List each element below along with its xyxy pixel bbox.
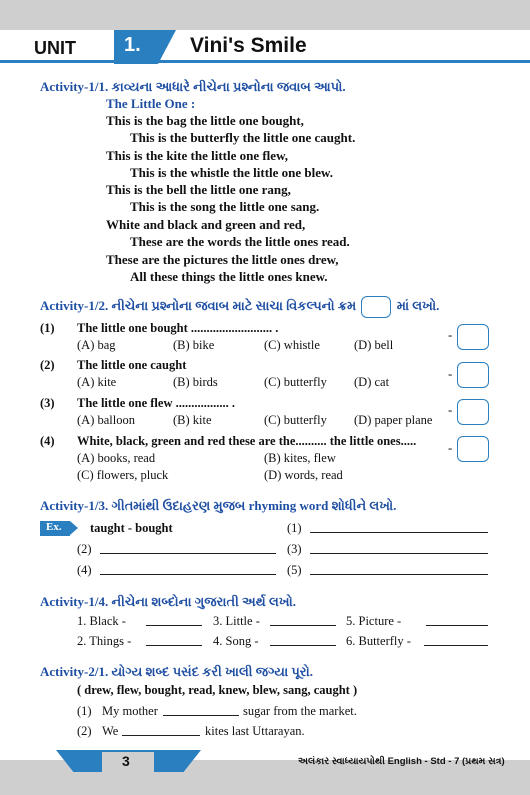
unit-label: UNIT [34, 38, 76, 58]
example-badge-label: Ex. [46, 521, 62, 533]
rhyme-label: (2) [77, 542, 92, 556]
activity-1-2-heading-pre: Activity-1/2. નીચેના પ્રશ્નોના જવાબ માટે સાચા વિકલ્પનો ક્રમ [40, 297, 357, 313]
answer-box[interactable] [457, 436, 489, 462]
rhyme-blank[interactable] [310, 574, 488, 575]
question-number: (1) [40, 321, 55, 335]
rhyme-blank[interactable] [100, 553, 276, 554]
meaning-word: 3. Little - [213, 614, 260, 628]
activity-1-3-heading: Activity-1/3. ગીતમાંથી ઉદાહરણ મુજબ rhyming word શોધીને લખો. [40, 498, 397, 513]
top-band [0, 0, 530, 30]
question-text: The little one bought .......................... . [77, 321, 279, 335]
answer-box[interactable] [457, 399, 489, 425]
poem-line: These are the pictures the little ones drew, [106, 252, 339, 267]
option: (D) cat [354, 375, 390, 389]
option: (C) butterfly [264, 413, 327, 427]
option: (B) kites, flew [264, 451, 336, 465]
word-bank: ( drew, flew, bought, read, knew, blew, sang, caught ) [77, 683, 358, 697]
question-number: (3) [40, 396, 55, 410]
rhyme-blank[interactable] [100, 574, 276, 575]
rhyme-label: (5) [287, 563, 302, 577]
answer-dash: - [448, 366, 453, 381]
poem-line: This is the whistle the little one blew. [130, 165, 333, 180]
activity-1-2-heading [40, 296, 439, 318]
option: (C) flowers, pluck [77, 468, 169, 482]
meaning-blank[interactable] [270, 645, 336, 646]
activity-2-1-heading: Activity-2/1. યોગ્ય શબ્દ પસંદ કરી ખાલી જગ્યા પૂરો. [40, 664, 314, 679]
meaning-blank[interactable] [146, 625, 202, 626]
page-number: 3 [122, 753, 130, 769]
answer-box[interactable] [457, 362, 489, 388]
poem-title: The Little One : [106, 96, 196, 111]
answer-dash: - [448, 402, 453, 417]
option: (B) birds [173, 375, 218, 389]
option: (A) balloon [77, 413, 135, 427]
meaning-word: 2. Things - [77, 634, 132, 648]
option: (C) whistle [264, 338, 320, 352]
meaning-blank[interactable] [426, 625, 488, 626]
poem-line: This is the song the little one sang. [130, 199, 320, 214]
fill-number: (1) [77, 704, 92, 718]
poem-line: This is the bag the little one bought, [106, 113, 304, 128]
meaning-word: 6. Butterfly - [346, 634, 411, 648]
footer-text: અલંકાર સ્વાધ્યાયપોથી English - Std - 7 (પ્રથમ સત્ર) [298, 756, 505, 767]
question-text: The little one caught [77, 358, 187, 372]
rhyme-blank[interactable] [310, 532, 488, 533]
option: (B) kite [173, 413, 212, 427]
fill-sentence-end: kites last Uttarayan. [205, 724, 305, 738]
option: (D) bell [354, 338, 394, 352]
fill-number: (2) [77, 724, 92, 738]
option: (D) paper plane [354, 413, 433, 427]
option: (C) butterfly [264, 375, 327, 389]
unit-number: 1. [124, 34, 141, 56]
rhyme-label: (4) [77, 563, 92, 577]
fill-blank[interactable] [163, 715, 239, 716]
answer-box[interactable] [457, 324, 489, 350]
answer-dash: - [448, 327, 453, 342]
page-tab [56, 750, 201, 774]
question-text: White, black, green and red these are the.......... the little ones..... [77, 434, 417, 448]
option: (D) words, read [264, 468, 343, 482]
poem-line: This is the bell the little one rang, [106, 182, 291, 197]
rhyme-blank[interactable] [310, 553, 488, 554]
meaning-blank[interactable] [270, 625, 336, 626]
question-text: The little one flew ................. . [77, 396, 235, 410]
activity-1-1-heading: Activity-1/1. કાવ્યના આધારે નીચેના પ્રશ્નોના જવાબ આપો. [40, 79, 346, 94]
option: (A) kite [77, 375, 117, 389]
activity-1-2-heading-post: માં લખો. [396, 297, 440, 313]
poem-line: This is the kite the little one flew, [106, 148, 288, 163]
meaning-word: 4. Song - [213, 634, 259, 648]
answer-dash: - [448, 440, 453, 455]
poem-line: White and black and green and red, [106, 217, 306, 232]
example-pair: taught - bought [90, 521, 173, 535]
meaning-blank[interactable] [146, 645, 202, 646]
fill-blank[interactable] [122, 735, 200, 736]
fill-sentence-end: sugar from the market. [243, 704, 357, 718]
option: (B) bike [173, 338, 215, 352]
unit-header [0, 30, 530, 70]
meaning-blank[interactable] [424, 645, 488, 646]
poem-line: All these things the little ones knew. [130, 269, 328, 284]
answer-box-sample [361, 296, 391, 318]
meaning-word: 5. Picture - [346, 614, 402, 628]
rhyme-label: (1) [287, 521, 302, 535]
option: (A) books, read [77, 451, 156, 465]
question-number: (2) [40, 358, 55, 372]
question-number: (4) [40, 434, 55, 448]
meaning-word: 1. Black - [77, 614, 126, 628]
fill-sentence-start: We [102, 724, 119, 738]
fill-sentence-start: My mother [102, 704, 158, 718]
poem-line: This is the butterfly the little one caught. [130, 130, 356, 145]
rhyme-label: (3) [287, 542, 302, 556]
activity-1-4-heading: Activity-1/4. નીચેના શબ્દોના ગુજરાતી અર્થ લખો. [40, 594, 297, 609]
poem-line: These are the words the little ones read. [130, 234, 350, 249]
unit-title: Vini's Smile [190, 34, 307, 57]
example-badge [40, 521, 78, 536]
option: (A) bag [77, 338, 116, 352]
